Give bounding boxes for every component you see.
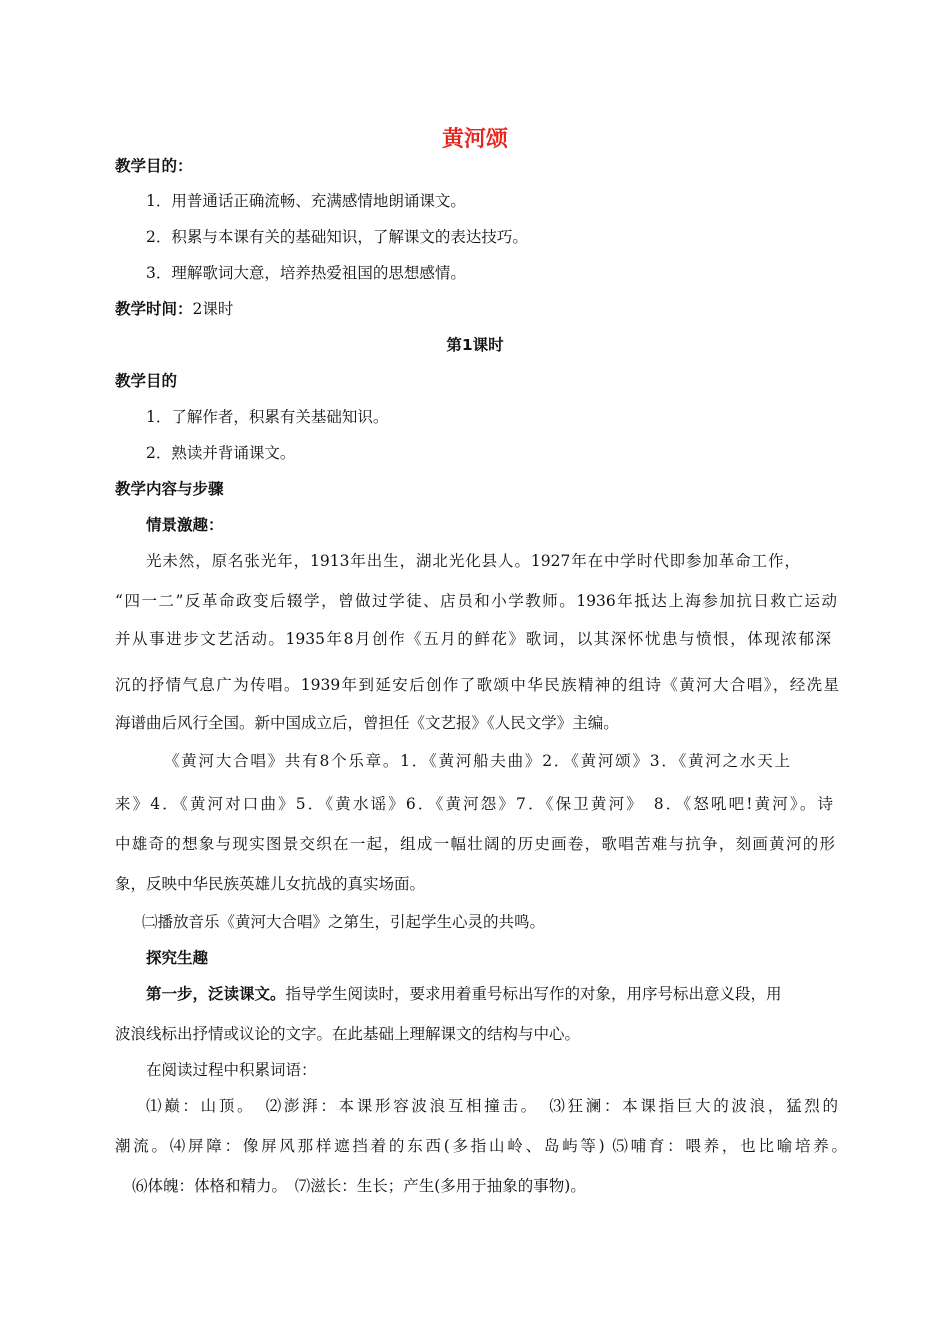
- author-paragraph-line: 光未然，原名张光年，1913年出生，湖北光化县人。1927年在中学时代即参加革命工作，: [146, 552, 800, 570]
- document-title: 黄河颂: [441, 127, 508, 152]
- teaching-time-value: 2课时: [192, 300, 234, 318]
- cantata-paragraph-line: 中雄奇的想象与现实图景交织在一起，组成一幅壮阔的历史画卷，歌唱苦难与抗争，刻画黄河的形: [115, 835, 835, 853]
- music-line: ㈡播放音乐《黄河大合唱》之第生，引起学生心灵的共鸣。: [142, 913, 546, 931]
- objective-item-2: 2．积累与本课有关的基础知识，了解课文的表达技巧。: [146, 228, 528, 246]
- objective-item-3: 3．理解歌词大意，培养热爱祖国的思想感情。: [146, 264, 466, 282]
- author-paragraph-line: “四一二”反革命政变后辍学，曾做过学徒、店员和小学教师。1936年抵达上海参加抗日救亡运动: [115, 592, 837, 610]
- cantata-paragraph-line: 《黄河大合唱》共有8个乐章。1．《黄河船夫曲》2．《黄河颂》3．《黄河之水天上: [164, 752, 790, 770]
- explore-heading: 探究生趣: [146, 949, 209, 967]
- author-paragraph-line: 海谱曲后风行全国。新中国成立后，曾担任《文艺报》《人民文学》主编。: [115, 714, 619, 732]
- author-paragraph-line: 并从事进步文艺活动。1935年8月创作《五月的鲜花》歌词，以其深怀忧患与愤恨，体现浓郁深: [115, 630, 831, 648]
- vocab-line: 潮流。⑷屏障：像屏风那样遮挡着的东西(多指山岭、岛屿等) ⑸哺育：喂养，也比喻培养。: [115, 1137, 847, 1155]
- objective-item-1: 1．用普通话正确流畅、充满感情地朗诵课文。: [146, 192, 466, 210]
- cantata-paragraph-line: 象，反映中华民族英雄儿女抗战的真实场面。: [115, 875, 426, 893]
- vocab-line: ⑹体魄：体格和精力。 ⑺滋长：生长；产生(多用于抽象的事物)。: [132, 1177, 586, 1195]
- teaching-time-label: 教学时间：: [115, 300, 193, 318]
- cantata-paragraph-line: 来》4．《黄河对口曲》5．《黄水谣》6．《黄河怨》7．《保卫黄河》 8．《怒吼吧!黄河》。诗: [115, 795, 833, 813]
- vocab-intro: 在阅读过程中积累词语：: [146, 1061, 317, 1079]
- steps-heading: 教学内容与步骤: [115, 480, 224, 498]
- step1-label: 第一步，泛读课文。: [146, 985, 286, 1003]
- step1-line-2: 波浪线标出抒情或议论的文字。在此基础上理解课文的结构与中心。: [115, 1025, 581, 1043]
- objectives-heading: 教学目的：: [115, 157, 193, 175]
- teaching-time: [115, 298, 233, 320]
- author-paragraph-line: 沉的抒情气息广为传唱。1939年到延安后创作了歌颂中华民族精神的组诗《黄河大合唱》，经冼星: [115, 676, 839, 694]
- lesson1-objectives-heading: 教学目的: [115, 372, 178, 390]
- step1-text: 指导学生阅读时，要求用着重号标出写作的对象，用序号标出意义段，用: [285, 985, 782, 1003]
- vocab-line: ⑴巅：山顶。 ⑵澎湃：本课形容波浪互相撞击。 ⑶狂澜：本课指巨大的波浪，猛烈的: [146, 1097, 838, 1115]
- intro-heading: 情景激趣：: [146, 516, 224, 534]
- lesson1-heading: 第1课时: [446, 336, 504, 354]
- lesson1-objective-2: 2．熟读并背诵课文。: [146, 444, 296, 462]
- step1-line: [146, 983, 782, 1005]
- lesson1-objective-1: 1．了解作者，积累有关基础知识。: [146, 408, 389, 426]
